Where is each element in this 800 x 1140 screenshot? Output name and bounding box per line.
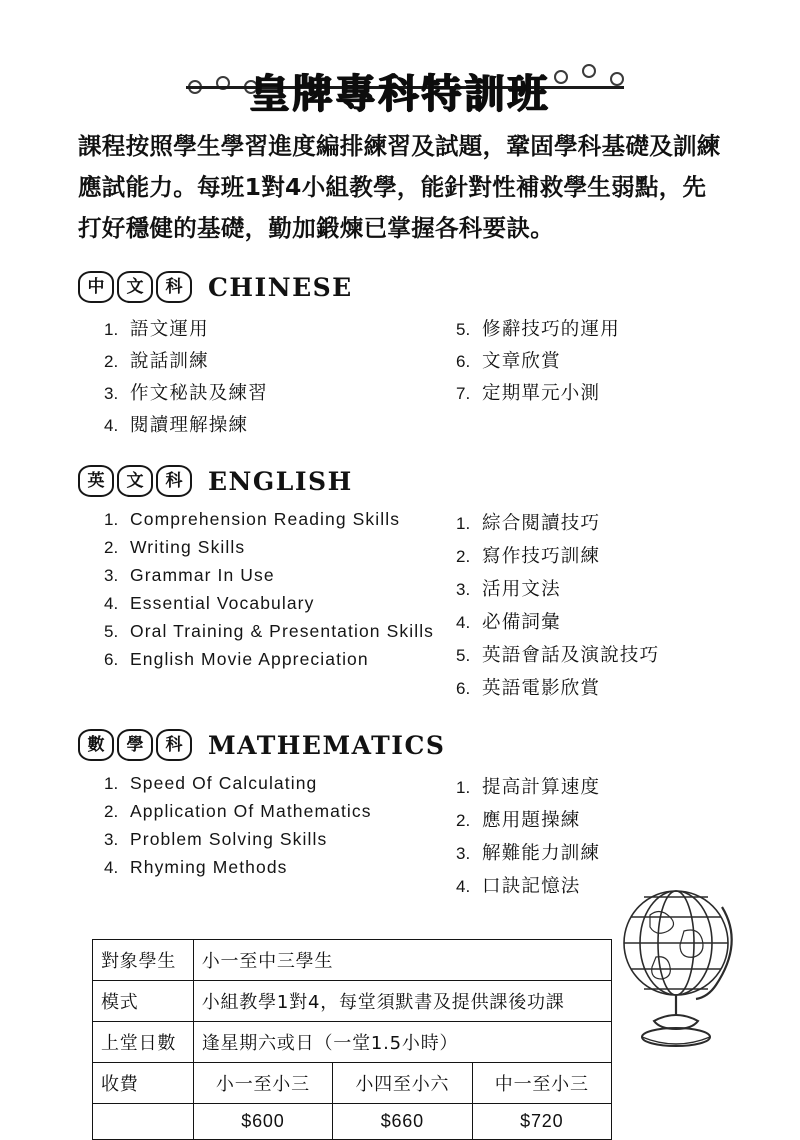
item-label: 作文秘訣及練習 — [130, 383, 268, 404]
stamp-char: 文 — [117, 465, 153, 497]
table-row-fee-headers — [93, 1063, 612, 1104]
list-item — [104, 773, 456, 794]
item-number: 3. — [104, 384, 119, 403]
item-label: 綜合閱讀技巧 — [482, 513, 601, 534]
row-label: 模式 — [93, 981, 194, 1022]
list-item — [456, 575, 756, 601]
item-number: 2. — [104, 802, 119, 821]
list-item — [456, 542, 756, 568]
list-item — [104, 379, 456, 405]
item-label: 應用題操練 — [482, 810, 581, 831]
list-item — [456, 641, 756, 667]
list-item — [104, 565, 456, 586]
subject-english-label: ENGLISH — [208, 466, 353, 496]
stamp-char: 數 — [78, 729, 114, 761]
item-label: Writing Skills — [130, 537, 246, 557]
subject-english-label: CHINESE — [208, 272, 353, 302]
item-number: 1. — [456, 514, 471, 533]
item-label: 必備詞彙 — [482, 612, 561, 633]
subject-items-english — [0, 509, 800, 707]
subject-heading-chinese — [78, 271, 800, 303]
item-label: Application Of Mathematics — [130, 801, 372, 821]
intro-paragraph: 課程按照學生學習進度編排練習及試題，鞏固學科基礎及訓練應試能力。每班1對4小組教學，能針對性補救學生弱點，先打好穩健的基礎，勤加鍛煉已掌握各科要訣。 — [78, 132, 721, 242]
item-label: Rhyming Methods — [130, 857, 288, 877]
item-label: 口訣記憶法 — [482, 876, 581, 897]
list-item — [104, 537, 456, 558]
item-number: 6. — [104, 650, 119, 669]
list-item — [104, 347, 456, 373]
item-number: 4. — [456, 877, 471, 896]
list-item — [104, 593, 456, 614]
item-label: 閱讀理解操練 — [130, 415, 249, 436]
item-number: 4. — [104, 594, 119, 613]
item-number: 2. — [456, 547, 471, 566]
list-item — [104, 621, 456, 642]
item-column-right — [456, 315, 756, 443]
item-label: 解難能力訓練 — [482, 843, 601, 864]
list-item — [104, 509, 456, 530]
row-value: 小組教學1對4，每堂須默書及提供課後功課 — [193, 981, 611, 1022]
item-label: 英語會話及演說技巧 — [482, 645, 660, 666]
fee-header: 中一至小三 — [472, 1063, 611, 1104]
item-label: 定期單元小測 — [482, 383, 601, 404]
list-item — [104, 829, 456, 850]
list-item — [456, 379, 756, 405]
item-number: 1. — [104, 320, 119, 339]
table-row — [93, 1022, 612, 1063]
subject-items-chinese — [0, 315, 800, 443]
item-label: 寫作技巧訓練 — [482, 546, 601, 567]
item-number: 3. — [104, 830, 119, 849]
item-number: 4. — [104, 416, 119, 435]
stamp-char: 科 — [156, 465, 192, 497]
item-column-left — [104, 773, 456, 905]
item-label: 說話訓練 — [130, 351, 209, 372]
list-item — [456, 315, 756, 341]
title-banner — [0, 34, 800, 120]
list-item — [456, 839, 756, 865]
item-number: 2. — [456, 811, 471, 830]
item-label: 提高計算速度 — [482, 777, 601, 798]
item-number: 2. — [104, 352, 119, 371]
table-row-fee-values — [93, 1104, 612, 1140]
item-number: 7. — [456, 384, 471, 403]
list-item — [104, 801, 456, 822]
table-row — [93, 981, 612, 1022]
stamp-group-chinese — [78, 271, 192, 303]
fee-value: $600 — [193, 1104, 332, 1140]
row-label: 對象學生 — [93, 940, 194, 981]
stamp-char: 科 — [156, 271, 192, 303]
item-label: 活用文法 — [482, 579, 561, 600]
fee-header: 小四至小六 — [333, 1063, 472, 1104]
list-item — [104, 315, 456, 341]
stamp-char: 科 — [156, 729, 192, 761]
stamp-char: 文 — [117, 271, 153, 303]
item-number: 4. — [104, 858, 119, 877]
item-number: 1. — [456, 778, 471, 797]
stamp-char: 中 — [78, 271, 114, 303]
row-value: 小一至中三學生 — [193, 940, 611, 981]
item-column-right — [456, 509, 756, 707]
stamp-char: 英 — [78, 465, 114, 497]
table-row — [93, 940, 612, 981]
item-column-left — [104, 509, 456, 707]
subject-heading-english — [78, 465, 800, 497]
subject-heading-mathematics — [78, 729, 800, 761]
stamp-group-english — [78, 465, 192, 497]
list-item — [456, 509, 756, 535]
item-label: English Movie Appreciation — [130, 649, 369, 669]
item-column-left — [104, 315, 456, 443]
item-number: 6. — [456, 679, 471, 698]
item-number: 1. — [104, 774, 119, 793]
subject-english-label: MATHEMATICS — [208, 730, 446, 760]
list-item — [456, 347, 756, 373]
item-label: Oral Training & Presentation Skills — [130, 621, 435, 641]
item-label: Comprehension Reading Skills — [130, 509, 401, 529]
item-label: 語文運用 — [130, 319, 209, 340]
list-item — [456, 674, 756, 700]
globe-icon — [604, 869, 754, 1059]
item-label: 英語電影欣賞 — [482, 678, 601, 699]
list-item — [456, 773, 756, 799]
row-label: 收費 — [93, 1063, 194, 1104]
item-number: 1. — [104, 510, 119, 529]
stamp-char: 學 — [117, 729, 153, 761]
item-number: 6. — [456, 352, 471, 371]
item-number: 5. — [456, 646, 471, 665]
row-label: 上堂日數 — [93, 1022, 194, 1063]
stamp-group-mathematics — [78, 729, 192, 761]
item-number: 5. — [104, 622, 119, 641]
list-item — [456, 608, 756, 634]
fee-value: $660 — [333, 1104, 472, 1140]
fee-header: 小一至小三 — [193, 1063, 332, 1104]
list-item — [104, 857, 456, 878]
page-title: 皇牌專科特訓班 — [249, 71, 551, 117]
item-label: Speed Of Calculating — [130, 773, 318, 793]
item-number: 3. — [456, 580, 471, 599]
item-label: 文章欣賞 — [482, 351, 561, 372]
item-number: 2. — [104, 538, 119, 557]
course-info-table-wrapper — [92, 939, 612, 1140]
fee-value: $720 — [472, 1104, 611, 1140]
list-item — [456, 806, 756, 832]
item-number: 4. — [456, 613, 471, 632]
item-number: 5. — [456, 320, 471, 339]
row-value: 逢星期六或日（一堂1.5小時） — [193, 1022, 611, 1063]
course-info-table — [92, 939, 612, 1140]
item-label: Problem Solving Skills — [130, 829, 328, 849]
item-number: 3. — [104, 566, 119, 585]
spacer-cell — [93, 1104, 194, 1140]
item-label: 修辭技巧的運用 — [482, 319, 620, 340]
item-number: 3. — [456, 844, 471, 863]
list-item — [104, 649, 456, 670]
list-item — [104, 411, 456, 437]
item-label: Grammar In Use — [130, 565, 275, 585]
flyer-page — [0, 34, 800, 1131]
item-label: Essential Vocabulary — [130, 593, 315, 613]
